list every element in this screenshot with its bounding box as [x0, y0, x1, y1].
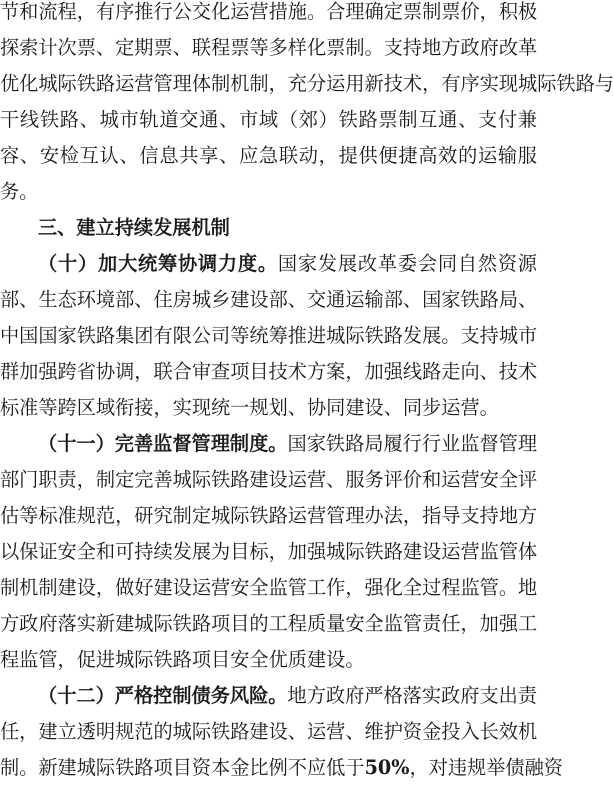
paragraph-line: 部、生态环境部、住房城乡建设部、交通运输部、国家铁路局、	[0, 288, 538, 311]
text-segment: 制。新建城际铁路项目资本金比例不应低于	[0, 756, 365, 779]
item-text: 国家铁路局履行行业监督管理	[287, 432, 538, 455]
paragraph-line: 中国国家铁路集团有限公司等统筹推进城际铁路发展。支持城市	[0, 324, 538, 347]
paragraph-line: 制机制建设，做好建设运营安全监管工作，强化全过程监管。地	[0, 576, 538, 599]
item-title: （十二）严格控制债务风险。	[38, 684, 288, 707]
paragraph-line: 以保证安全和可持续发展为目标，加强城际铁路建设运营监管体	[0, 540, 538, 563]
percent-value: 50%	[364, 756, 410, 779]
item-text: 地方政府严格落实政府支出责	[287, 684, 538, 707]
item-title: （十）加大统筹协调力度。	[38, 252, 278, 275]
paragraph-line	[0, 750, 563, 786]
paragraph-line: 估等标准规范，研究制定城际铁路运营管理办法，指导支持地方	[0, 504, 538, 527]
item-title: （十一）完善监督管理制度。	[38, 432, 288, 455]
paragraph-line: 探索计次票、定期票、联程票等多样化票制。支持地方政府改革	[0, 36, 538, 59]
paragraph-line: 干线铁路、城市轨道交通、市域（郊）铁路票制互通、支付兼	[0, 108, 537, 131]
paragraph-line: 容、安检互认、信息共享、应急联动，提供便捷高效的运输服	[0, 144, 537, 167]
paragraph-line: 程监管，促进城际铁路项目安全优质建设。	[0, 648, 365, 671]
paragraph-line: 务。	[0, 180, 39, 203]
paragraph-line: 节和流程，有序推行公交化运营措施。合理确定票制票价，积极	[0, 0, 538, 23]
paragraph-line: 标准等跨区域衔接，实现统一规划、协同建设、同步运营。	[0, 396, 499, 419]
item-first-line	[38, 678, 537, 714]
paragraph-line: 任，建立透明规范的城际铁路建设、运营、维护资金投入长效机	[0, 720, 538, 743]
paragraph-line: 群加强跨省协调，联合审查项目技术方案，加强线路走向、技术	[0, 360, 538, 383]
paragraph-line: 部门职责，制定完善城际铁路建设运营、服务评价和运营安全评	[0, 468, 538, 491]
paragraph-line: 优化城际铁路运营管理体制机制，充分运用新技术，有序实现城际铁路与	[0, 72, 614, 95]
item-first-line	[38, 246, 537, 282]
text-segment: ，对违规举债融资	[409, 756, 563, 779]
item-first-line	[38, 426, 537, 462]
paragraph-line: 方政府落实新建城际铁路项目的工程质量安全监管责任，加强工	[0, 612, 538, 635]
item-text: 国家发展改革委会同自然资源	[277, 252, 537, 275]
section-heading: 三、建立持续发展机制	[38, 216, 230, 239]
